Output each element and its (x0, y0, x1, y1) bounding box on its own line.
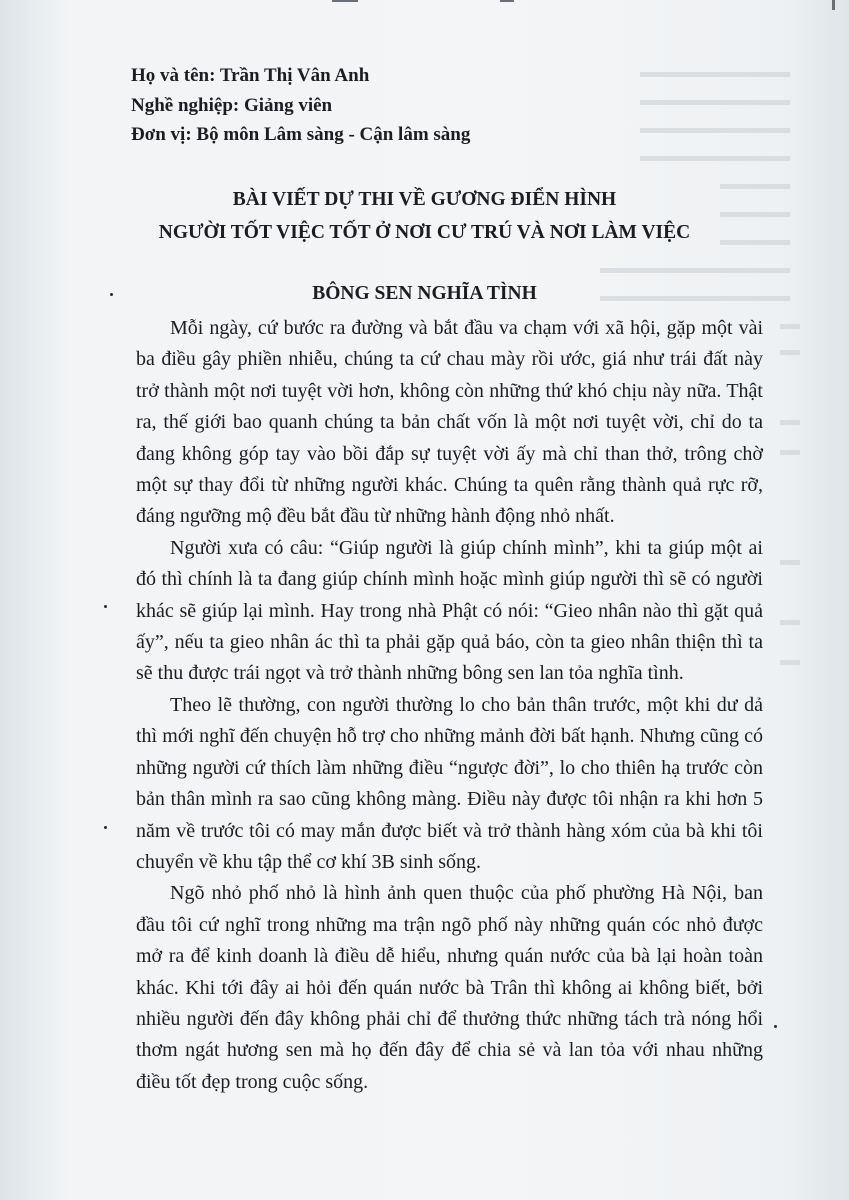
contest-title-line-1: BÀI VIẾT DỰ THI VỀ GƯƠNG ĐIỂN HÌNH (232, 189, 617, 210)
contest-title-line-2: NGƯỜI TỐT VIỆC TỐT Ở NƠI CƯ TRÚ VÀ NƠI LÀM VIỆC (158, 222, 691, 243)
paragraph-1: Mỗi ngày, cứ bước ra đường và bắt đầu va chạm với xã hội, gặp một vài ba điều gây phiền nhiễu, chúng ta cứ chau mày rồi ước, giá như trái đất này trở thành một nơi tuyệt vời hơn, không còn những thứ khó chịu này nữa. Thật ra, thế giới bao quanh chúng ta bản chất vốn là một nơi tuyệt vời, chỉ do ta đang không góp tay vào bồi đắp sự tuyệt vời ấy mà chỉ than thở, trông chờ một sự thay đổi từ những người khác. Chúng ta quên rằng thành quả rực rỡ, đáng ngưỡng mộ đều bắt đầu từ những hành động nhỏ nhất. (136, 317, 763, 528)
scan-dot-mark (774, 1025, 777, 1028)
contest-title (0, 183, 849, 249)
scan-dot-mark (110, 293, 113, 296)
author-occupation: Nghề nghiệp: Giảng viên (131, 94, 333, 116)
paragraph-2: Người xưa có câu: “Giúp người là giúp chính mình”, khi ta giúp một ai đó thì chính là ta đang giúp chính mình hoặc mình giúp người thì sẽ có người khác sẽ giúp lại mình. Hay trong nhà Phật có nói: “Gieo nhân nào thì gặt quả ấy”, nếu ta gieo nhân ác thì ta phải gặp quả báo, còn ta gieo nhân thiện thì ta sẽ thu được trái ngọt và trở thành những bông sen lan tỏa nghĩa tình. (136, 536, 763, 685)
author-name: Họ và tên: Trần Thị Vân Anh (131, 65, 370, 86)
article-title: BÔNG SEN NGHĨA TÌNH (312, 283, 537, 304)
author-header (131, 61, 470, 150)
scan-dot-mark (104, 605, 107, 608)
scan-edge-marks (332, 0, 835, 10)
paragraph-4: Ngõ nhỏ phố nhỏ là hình ảnh quen thuộc của phố phường Hà Nội, ban đầu tôi cứ nghĩ trong những ma trận ngõ phố này những quán cóc nhỏ được mở ra để kinh doanh là điều dễ hiểu, nhưng quán nước của bà lại hoàn toàn khác. Khi tới đây ai hỏi đến quán nước bà Trân thì không ai không biết, bởi nhiều người đến đây không phải chỉ để thưởng thức những tách trà nóng hổi thơm ngát hương sen mà họ đến đây để chia sẻ và lan tỏa với nhau những điều tốt đẹp trong cuộc sống. (136, 882, 763, 1093)
article-body (136, 313, 763, 1098)
paragraph-3: Theo lẽ thường, con người thường lo cho bản thân trước, một khi dư dả thì mới nghĩ đến chuyện hỗ trợ cho những mảnh đời bất hạnh. Nhưng cũng có những người cứ thích làm những điều “ngược đời”, lo cho thiên hạ trước còn bản thân mình ra sao cũng không màng. Điều này được tôi nhận ra khi hơn 5 năm về trước tôi có may mắn được biết và trở thành hàng xóm của bà khi tôi chuyển về khu tập thể cơ khí 3B sinh sống. (136, 693, 763, 873)
scan-dot-mark (104, 826, 107, 829)
author-unit: Đơn vị: Bộ môn Lâm sàng - Cận lâm sàng (131, 124, 471, 145)
